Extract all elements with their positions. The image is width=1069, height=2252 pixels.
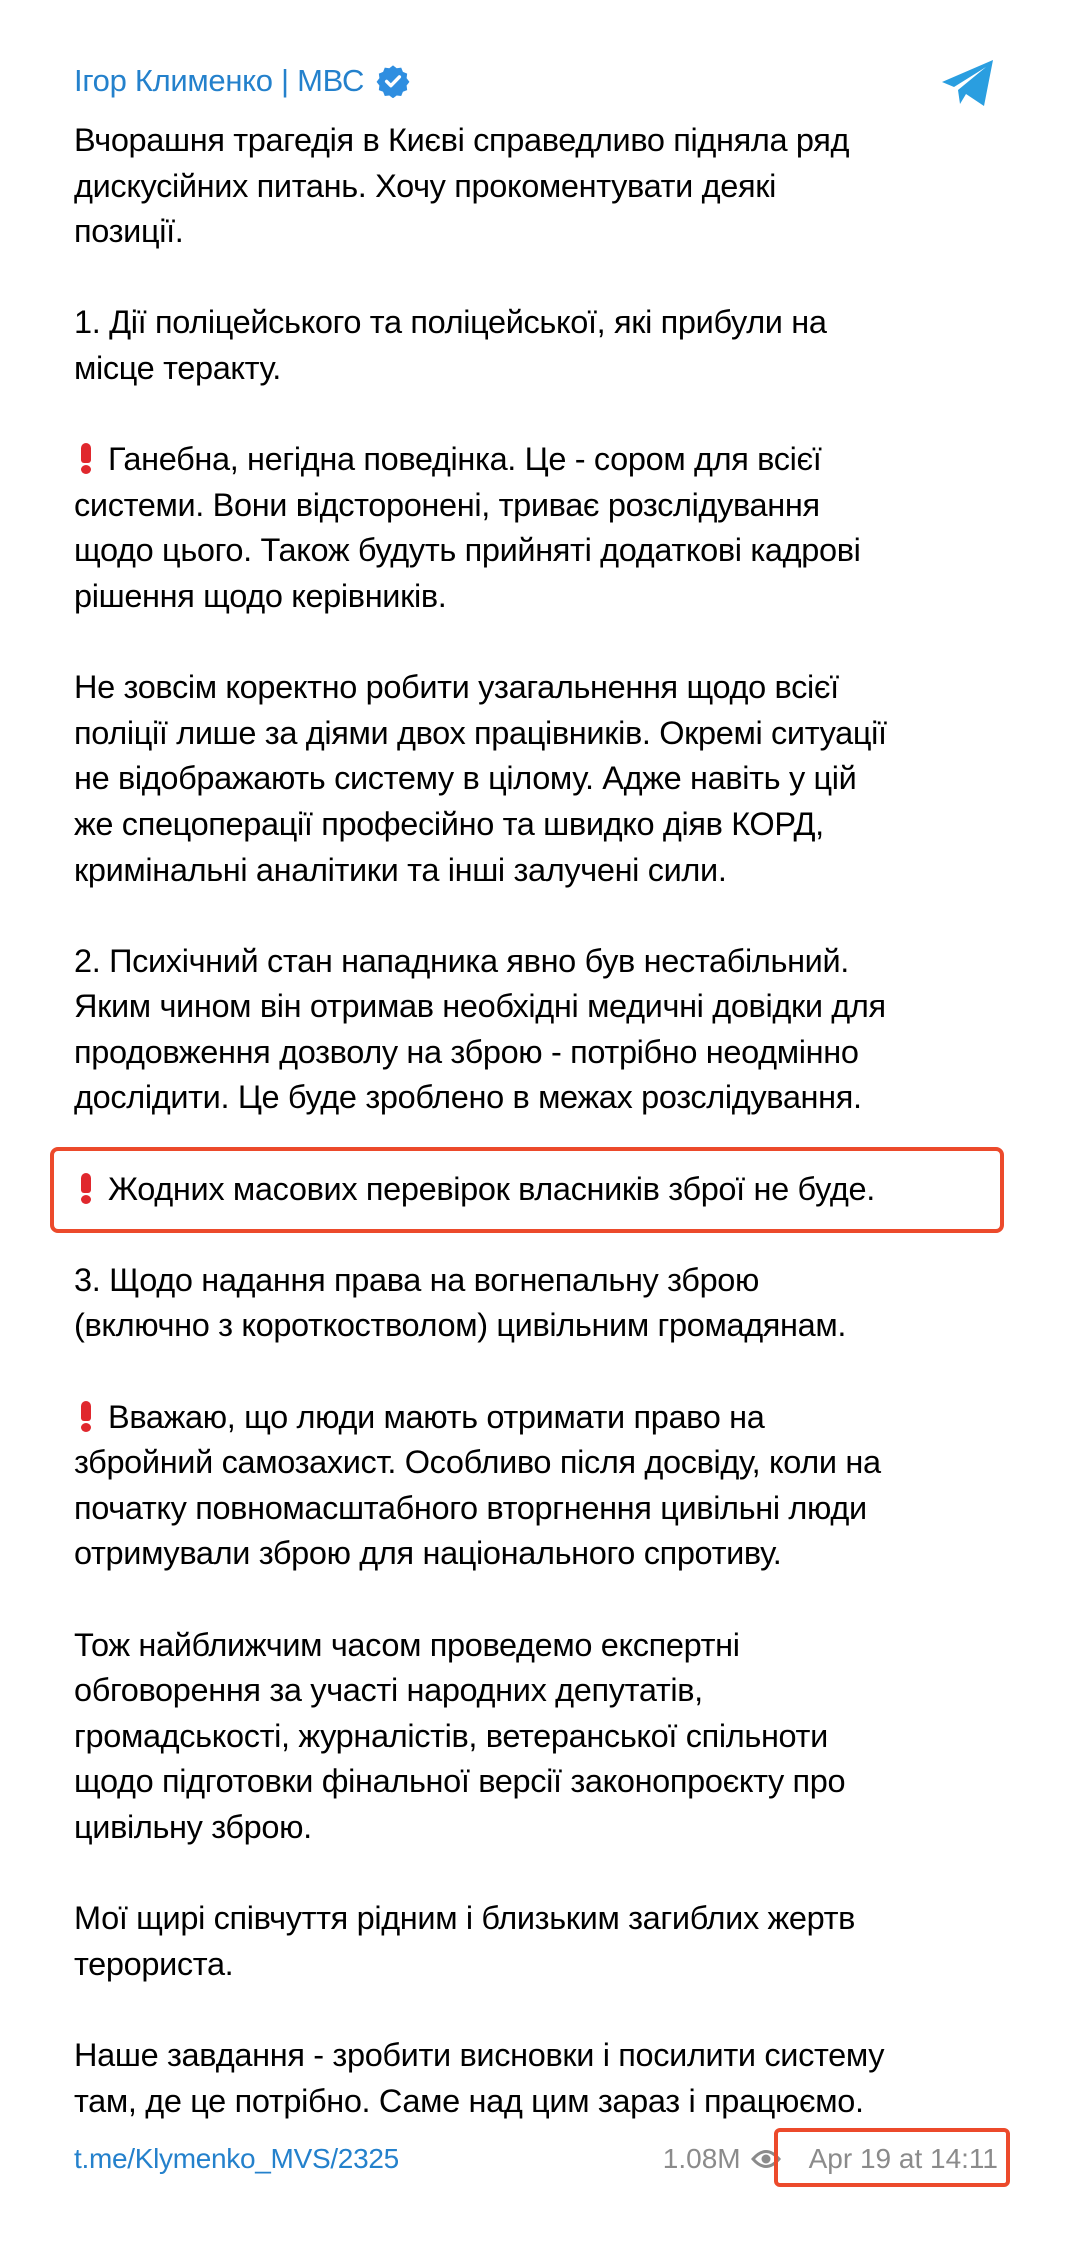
line-text: 2. Психічний стан нападника явно був нестабільний. bbox=[74, 942, 849, 979]
post-paragraph bbox=[74, 300, 1054, 391]
post-paragraph bbox=[74, 1896, 1054, 1987]
text-line bbox=[74, 528, 1054, 574]
text-line bbox=[74, 711, 1054, 757]
line-text: 1. Дії поліцейського та поліцейської, які прибули на bbox=[74, 304, 827, 341]
line-text: початку повномасштабного вторгнення цивільні люди bbox=[74, 1489, 867, 1526]
line-text: дискусійних питань. Хочу прокоментувати деякі bbox=[74, 167, 776, 204]
post-paragraph bbox=[74, 437, 1054, 619]
line-text: рішення щодо керівників. bbox=[74, 577, 447, 614]
channel-name[interactable]: Ігор Клименко | МВС bbox=[74, 63, 365, 98]
post-paragraph bbox=[74, 665, 1054, 893]
verified-badge-icon bbox=[376, 64, 410, 98]
text-line bbox=[74, 756, 1054, 802]
line-text: громадськості, журналістів, ветеранської спільноти bbox=[74, 1717, 828, 1754]
text-line bbox=[74, 437, 1054, 483]
post-date: Apr 19 at 14:11 bbox=[808, 2143, 998, 2174]
text-line bbox=[74, 848, 1054, 894]
text-line bbox=[74, 1531, 1054, 1577]
text-line bbox=[74, 665, 1054, 711]
text-line bbox=[74, 346, 1054, 392]
text-line bbox=[74, 118, 1054, 164]
text-line bbox=[74, 802, 1054, 848]
text-line bbox=[74, 1075, 1054, 1121]
line-text: поліції лише за діями двох працівників. Окремі ситуації bbox=[74, 714, 887, 751]
line-text: Не зовсім коректно робити узагальнення щодо всієї bbox=[74, 669, 839, 706]
post-header bbox=[74, 58, 410, 104]
line-text: Жодних масових перевірок власників зброї не буде. bbox=[108, 1170, 875, 1207]
line-text: Вважаю, що люди мають отримати право на bbox=[108, 1398, 765, 1435]
text-line bbox=[74, 1942, 1054, 1988]
text-line bbox=[74, 1623, 1054, 1669]
text-line bbox=[74, 1440, 1054, 1486]
line-text: не відображають систему в цілому. Адже навіть у цій bbox=[74, 760, 857, 797]
line-text: збройний самозахист. Особливо після досвіду, коли на bbox=[74, 1444, 881, 1481]
line-text: 3. Щодо надання права на вогнепальну зброю bbox=[74, 1261, 760, 1298]
line-text: місце теракту. bbox=[74, 349, 281, 386]
line-text: там, де це потрібно. Саме над цим зараз і працюємо. bbox=[74, 2082, 864, 2119]
exclamation-icon bbox=[80, 1401, 92, 1431]
post-paragraph bbox=[74, 2033, 1054, 2124]
text-line bbox=[74, 483, 1054, 529]
exclamation-icon bbox=[80, 443, 92, 473]
line-text: щодо підготовки фінальної версії законопроєкту про bbox=[74, 1763, 846, 1800]
post-link[interactable]: t.me/Klymenko_MVS/2325 bbox=[74, 2143, 399, 2174]
text-line bbox=[74, 164, 1054, 210]
text-line bbox=[74, 984, 1054, 1030]
line-text: терориста. bbox=[74, 1945, 234, 1982]
line-text: Наше завдання - зробити висновки і посилити систему bbox=[74, 2036, 885, 2073]
post-paragraph bbox=[74, 118, 1054, 255]
text-line bbox=[74, 1030, 1054, 1076]
text-line bbox=[74, 1759, 1054, 1805]
line-text: (включно з короткостволом) цивільним громадянам. bbox=[74, 1307, 847, 1344]
text-line bbox=[74, 1668, 1054, 1714]
line-text: же спецоперації професійно та швидко діяв КОРД, bbox=[74, 805, 824, 842]
line-text: продовження дозволу на зброю - потрібно неодмінно bbox=[74, 1033, 859, 1070]
line-text: отримували зброю для національного спротиву. bbox=[74, 1535, 782, 1572]
line-text: цивільну зброю. bbox=[74, 1808, 312, 1845]
line-text: щодо цього. Також будуть прийняті додаткові кадрові bbox=[74, 532, 861, 569]
highlight-box-no-mass-checks bbox=[50, 1147, 1004, 1233]
text-line bbox=[74, 1896, 1054, 1942]
highlight-box-date bbox=[774, 2128, 1010, 2187]
line-text: Вчорашня трагедія в Києві справедливо підняла ряд bbox=[74, 122, 850, 158]
view-count: 1.08M bbox=[662, 2143, 741, 2174]
post-paragraph bbox=[74, 1258, 1054, 1349]
text-line bbox=[74, 2033, 1054, 2079]
line-text: Ганебна, негідна поведінка. Це - сором для всієї bbox=[108, 441, 822, 478]
line-text: Яким чином він отримав необхідні медичні довідки для bbox=[74, 988, 886, 1025]
telegram-logo-icon[interactable] bbox=[940, 58, 996, 108]
line-text: позиції. bbox=[74, 213, 184, 250]
text-line bbox=[74, 574, 1054, 620]
text-line bbox=[74, 1714, 1054, 1760]
text-line bbox=[74, 939, 1054, 985]
post-paragraph bbox=[74, 1395, 1054, 1577]
line-text: Тож найближчим часом проведемо експертні bbox=[74, 1626, 740, 1663]
line-text: кримінальні аналітики та інші залучені сили. bbox=[74, 851, 727, 888]
text-line bbox=[74, 1303, 1054, 1349]
line-text: дослідити. Це буде зроблено в межах розслідування. bbox=[74, 1079, 862, 1116]
text-line bbox=[74, 1486, 1054, 1532]
line-text: обговорення за участі народних депутатів, bbox=[74, 1672, 703, 1709]
text-line bbox=[74, 1805, 1054, 1851]
line-text: Мої щирі співчуття рідним і близьким загиблих жертв bbox=[74, 1900, 856, 1937]
post-paragraph bbox=[74, 939, 1054, 1121]
text-line bbox=[74, 2079, 1054, 2125]
text-line bbox=[74, 1258, 1054, 1304]
post-body bbox=[74, 118, 1054, 2170]
text-line bbox=[74, 300, 1054, 346]
line-text: системи. Вони відсторонені, триває розслідування bbox=[74, 486, 820, 523]
text-line bbox=[74, 209, 1054, 255]
post-paragraph bbox=[74, 1623, 1054, 1851]
text-line bbox=[74, 1395, 1054, 1441]
